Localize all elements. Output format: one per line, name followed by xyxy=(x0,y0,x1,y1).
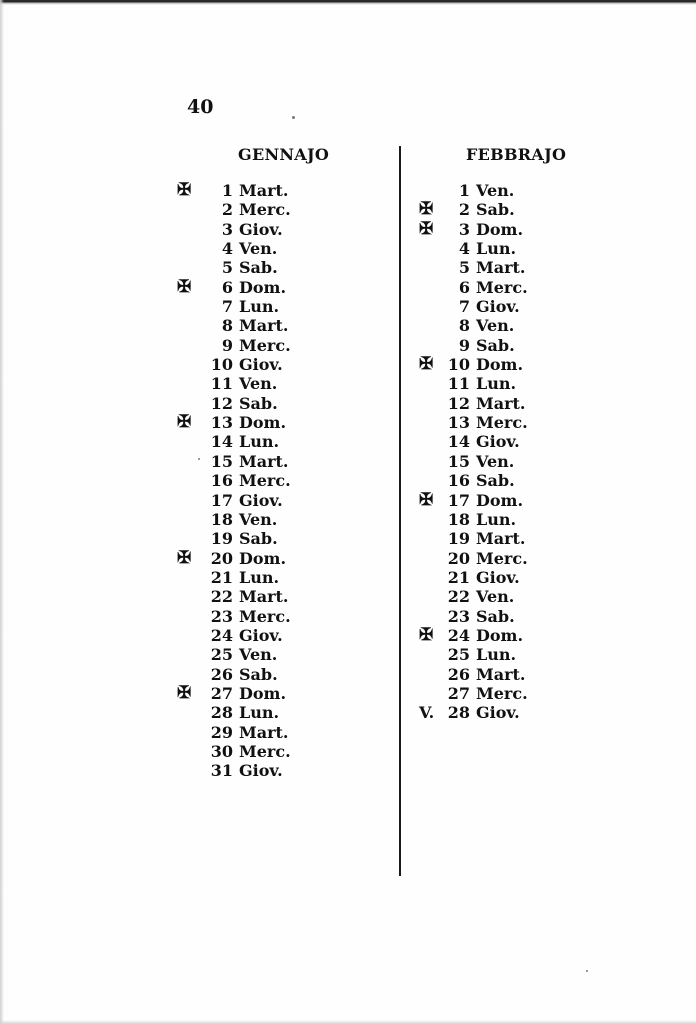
day-number: 6 xyxy=(221,277,233,297)
day-number: 20 xyxy=(210,548,233,568)
day-number: 9 xyxy=(221,335,233,355)
day-number: 11 xyxy=(447,374,470,394)
day-number: 21 xyxy=(210,567,233,587)
cross-icon: ✠ xyxy=(177,547,192,568)
day-number: 6 xyxy=(458,277,470,297)
day-number: 17 xyxy=(210,490,233,510)
day-number: 11 xyxy=(210,374,233,394)
day-number: 22 xyxy=(210,587,233,607)
day-number: 17 xyxy=(447,490,470,510)
day-number: 2 xyxy=(221,200,233,220)
weekday-label: Sab. xyxy=(476,200,515,220)
day-number: 14 xyxy=(210,432,233,452)
weekday-label: Sab. xyxy=(476,606,515,626)
day-number: 21 xyxy=(447,567,470,587)
day-number: 22 xyxy=(447,587,470,607)
day-number: 26 xyxy=(447,664,470,684)
day-number: 31 xyxy=(210,761,233,781)
day-number: 25 xyxy=(447,645,470,665)
cross-icon: ✠ xyxy=(177,276,192,297)
ink-speck xyxy=(198,458,200,460)
weekday-label: Ven. xyxy=(476,451,515,471)
day-number: 16 xyxy=(447,471,470,491)
day-number: 15 xyxy=(210,451,233,471)
day-number: 24 xyxy=(447,625,470,645)
day-number: 8 xyxy=(221,316,233,336)
weekday-label: Mart. xyxy=(239,316,289,336)
weekday-label: Merc. xyxy=(239,606,291,626)
weekday-label: Giov. xyxy=(476,432,520,452)
day-number: 13 xyxy=(210,413,233,433)
day-number: 27 xyxy=(447,683,470,703)
day-number: 15 xyxy=(447,451,470,471)
weekday-label: Mart. xyxy=(476,393,526,413)
weekday-label: Merc. xyxy=(239,741,291,761)
day-number: 23 xyxy=(447,606,470,626)
weekday-label: Lun. xyxy=(239,567,280,587)
weekday-label: Mart. xyxy=(476,529,526,549)
weekday-label: Lun. xyxy=(239,297,280,317)
weekday-label: Lun. xyxy=(239,432,280,452)
ink-speck xyxy=(292,116,295,119)
weekday-label: Merc. xyxy=(476,413,528,433)
cross-icon: ✠ xyxy=(177,412,192,433)
weekday-label: Merc. xyxy=(239,471,291,491)
ink-speck xyxy=(586,970,588,972)
weekday-label: Giov. xyxy=(476,703,520,723)
weekday-label: Ven. xyxy=(239,509,278,529)
weekday-label: Ven. xyxy=(239,645,278,665)
weekday-label: Lun. xyxy=(476,374,517,394)
weekday-label: Merc. xyxy=(476,277,528,297)
weekday-label: Dom. xyxy=(239,277,287,297)
day-number: 12 xyxy=(210,393,233,413)
weekday-label: Mart. xyxy=(476,664,526,684)
month-title: GENNAJO xyxy=(238,145,330,164)
month-title: FEBBRAJO xyxy=(466,145,567,164)
weekday-label: Sab. xyxy=(476,471,515,491)
day-number: 7 xyxy=(221,297,233,317)
day-number: 16 xyxy=(210,471,233,491)
day-number: 30 xyxy=(210,741,233,761)
weekday-label: Dom. xyxy=(476,490,524,510)
day-number: 9 xyxy=(458,335,470,355)
weekday-label: Lun. xyxy=(476,509,517,529)
day-number: 24 xyxy=(210,625,233,645)
weekday-label: Sab. xyxy=(239,529,278,549)
cross-icon: ✠ xyxy=(419,489,434,510)
day-number: 26 xyxy=(210,664,233,684)
day-number: 3 xyxy=(221,219,233,239)
day-number: 13 xyxy=(447,413,470,433)
day-number: 5 xyxy=(221,258,233,278)
weekday-label: Merc. xyxy=(476,548,528,568)
weekday-label: Sab. xyxy=(239,393,278,413)
day-number: 18 xyxy=(210,509,233,529)
day-number: 28 xyxy=(210,703,233,723)
cross-icon: ✠ xyxy=(177,682,192,703)
page-left-edge xyxy=(0,0,4,1024)
day-number: 10 xyxy=(447,355,470,375)
day-number: 5 xyxy=(458,258,470,278)
weekday-label: Giov. xyxy=(476,297,520,317)
day-number: 27 xyxy=(210,683,233,703)
weekday-label: Giov. xyxy=(239,761,283,781)
weekday-label: Mart. xyxy=(239,587,289,607)
day-number: 10 xyxy=(210,355,233,375)
day-number: 20 xyxy=(447,548,470,568)
cross-icon: ✠ xyxy=(419,354,434,375)
weekday-label: Dom. xyxy=(239,683,287,703)
cross-icon: ✠ xyxy=(419,624,434,645)
day-number: 7 xyxy=(458,297,470,317)
weekday-label: Merc. xyxy=(476,683,528,703)
day-number: 4 xyxy=(458,239,470,259)
cross-icon: ✠ xyxy=(419,218,434,239)
weekday-label: Merc. xyxy=(239,335,291,355)
day-number: 1 xyxy=(458,181,470,200)
day-number: 2 xyxy=(458,200,470,220)
weekday-label: Giov. xyxy=(239,625,283,645)
vigil-mark: V. xyxy=(419,703,435,723)
weekday-label: Lun. xyxy=(239,703,280,723)
day-number: 19 xyxy=(447,529,470,549)
weekday-label: Mart. xyxy=(239,451,289,471)
day-number: 1 xyxy=(221,181,233,200)
weekday-label: Dom. xyxy=(476,355,524,375)
weekday-label: Ven. xyxy=(476,181,515,200)
weekday-label: Mart. xyxy=(476,258,526,278)
weekday-label: Dom. xyxy=(476,219,524,239)
weekday-label: Giov. xyxy=(239,219,283,239)
weekday-label: Giov. xyxy=(239,355,283,375)
day-number: 23 xyxy=(210,606,233,626)
column-divider xyxy=(399,146,401,876)
cross-icon: ✠ xyxy=(419,199,434,220)
day-number: 25 xyxy=(210,645,233,665)
day-number: 19 xyxy=(210,529,233,549)
day-number: 14 xyxy=(447,432,470,452)
weekday-label: Lun. xyxy=(476,645,517,665)
weekday-label: Ven. xyxy=(239,374,278,394)
weekday-label: Giov. xyxy=(476,567,520,587)
weekday-label: Ven. xyxy=(239,239,278,259)
day-number: 3 xyxy=(458,219,470,239)
day-number: 12 xyxy=(447,393,470,413)
weekday-label: Merc. xyxy=(239,200,291,220)
page-bottom-edge xyxy=(0,1020,696,1024)
weekday-label: Ven. xyxy=(476,587,515,607)
page-number: 40 xyxy=(187,96,214,118)
weekday-label: Ven. xyxy=(476,316,515,336)
day-number: 4 xyxy=(221,239,233,259)
weekday-label: Lun. xyxy=(476,239,517,259)
day-number: 8 xyxy=(458,316,470,336)
day-number: 18 xyxy=(447,509,470,529)
weekday-label: Sab. xyxy=(239,664,278,684)
day-number: 29 xyxy=(210,722,233,742)
cross-icon: ✠ xyxy=(177,180,192,200)
day-number: 28 xyxy=(447,703,470,723)
weekday-label: Mart. xyxy=(239,181,289,200)
weekday-label: Giov. xyxy=(239,490,283,510)
weekday-label: Sab. xyxy=(476,335,515,355)
weekday-label: Mart. xyxy=(239,722,289,742)
weekday-label: Dom. xyxy=(476,625,524,645)
weekday-label: Dom. xyxy=(239,548,287,568)
weekday-label: Dom. xyxy=(239,413,287,433)
page-top-edge xyxy=(0,0,696,5)
weekday-label: Sab. xyxy=(239,258,278,278)
